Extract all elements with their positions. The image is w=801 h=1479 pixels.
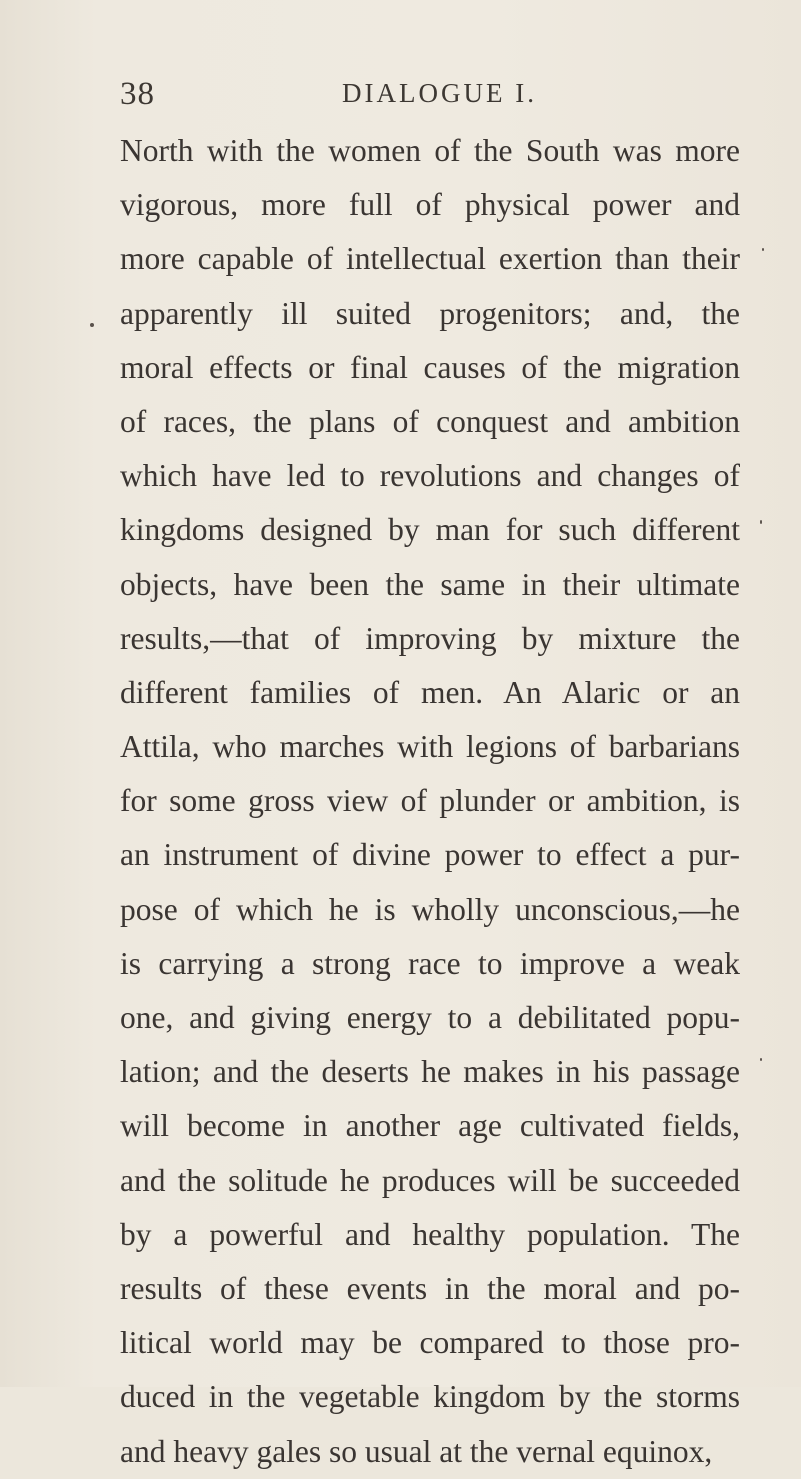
margin-speck: [90, 323, 94, 327]
text-line: and heavy gales so usual at the vernal equinox,: [120, 1433, 713, 1469]
text-line: is carrying a strong race to improve a weak: [120, 945, 740, 981]
text-line: lation; and the deserts he makes in his passage: [120, 1054, 740, 1090]
text-line: more capable of intellectual exertion than their: [120, 241, 740, 277]
text-line: one, and giving energy to a debilitated popu-: [120, 1000, 740, 1035]
text-line: an instrument of divine power to effect a pur-: [120, 837, 740, 873]
text-line: and the solitude he produces will be succeeded: [120, 1162, 740, 1198]
text-line: vigorous, more full of physical power and: [120, 187, 740, 223]
page-number: 38: [120, 76, 155, 112]
margin-speck: [762, 248, 764, 251]
text-line: by a powerful and healthy population. The: [120, 1216, 740, 1252]
running-title: DIALOGUE I.: [342, 78, 537, 108]
body-text: [120, 124, 740, 1479]
running-head: [120, 76, 740, 116]
text-line: apparently ill suited progenitors; and, the: [120, 295, 740, 331]
text-line: litical world may be compared to those pro-: [120, 1325, 740, 1361]
text-line: will become in another age cultivated fields,: [120, 1108, 740, 1144]
text-line: kingdoms designed by man for such different: [120, 512, 740, 548]
margin-speck: [760, 1058, 762, 1061]
text-line: different families of men. An Alaric or an: [120, 674, 740, 710]
margin-speck: [760, 520, 762, 524]
text-line: duced in the vegetable kingdom by the storms: [120, 1379, 740, 1415]
text-line: North with the women of the South was more: [120, 133, 740, 168]
text-line: results of these events in the moral and po-: [120, 1270, 740, 1306]
text-line: results,—that of improving by mixture the: [120, 620, 740, 656]
text-line: objects, have been the same in their ultimate: [120, 566, 740, 602]
text-line: Attila, who marches with legions of barbarians: [120, 729, 740, 765]
text-line: which have led to revolutions and changes of: [120, 458, 740, 494]
text-line: of races, the plans of conquest and ambition: [120, 403, 740, 439]
text-line: for some gross view of plunder or ambition, is: [120, 783, 740, 819]
text-line: pose of which he is wholly unconscious,—he: [120, 891, 740, 927]
text-line: moral effects or final causes of the migration: [120, 349, 740, 385]
